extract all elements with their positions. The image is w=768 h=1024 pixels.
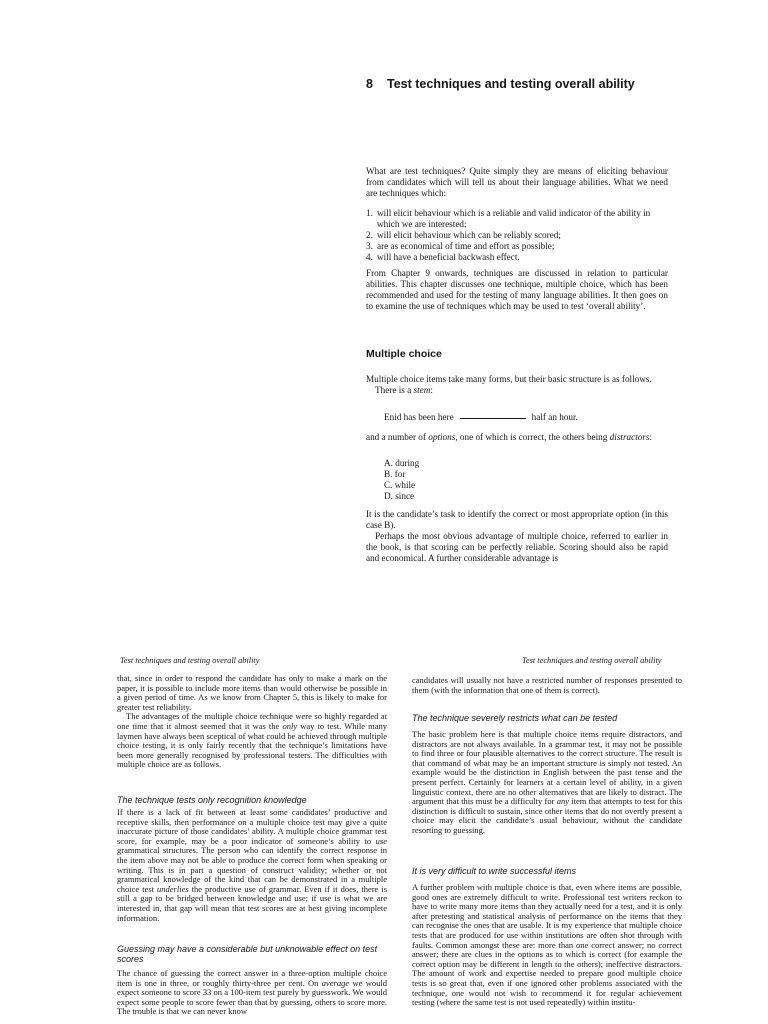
heading-recognition-knowledge: The technique tests only recognition knowledge: [117, 795, 307, 805]
recognition-paragraph: If there is a lack of fit between at least some candidates’ productive and receptive skills, then performance on a multiple choice test may give a quite inaccurate picture of those candidates’ ability. A multiple choice grammar test score, for example, may be a poor indicator of someone’s ability to use grammatical structures. The person who can identify the correct response in the item above may not be able to produce the correct form when speaking or writing. This is in part a question of construct validity; whether or not grammatical knowledge of the kind that can be demonstrated in a multiple choice test underlies the productive use of grammar. Even if it does, there is still a gap to be bridged between knowledge and use; if use is what we are interested in, that gap will mean that test scores are at best giving incomplete information.: [117, 807, 387, 923]
list-item: 1. will elicit behaviour which is a reliable and valid indicator of the ability in which we are interested;: [366, 208, 651, 229]
example-options: [384, 458, 419, 502]
option-item: A. during: [384, 458, 420, 468]
option-item: B. for: [384, 469, 406, 479]
mc-structure-paragraph: Multiple choice items take many forms, but their basic structure is as follows. There is a stem:: [366, 374, 652, 395]
heading-guessing: Guessing may have a considerable but unknowable effect on test scores: [117, 944, 378, 964]
advantage-paragraph: It is the candidate’s task to identify the correct or most appropriate option (in this case B). Perhaps the most obvious advantage of multiple choice, referred to earlier in the book, is that scoring can be perfectly reliable. Scoring should also be rapid and economical. A further considerable advantage is: [366, 509, 668, 563]
left-column-opening: that, since in order to respond the candidate has only to make a mark on the paper, it is possible to include more items than would otherwise be possible in a given period of time. As we know from Chapter 5, this is likely to make for greater test reliability. The advantages of the multiple choice technique were so highly regarded at one time that it almost seemed that it was the only way to test. While many laymen have always been sceptical of what could be achieved through multiple choice testing, it is only fairly recently that the technique’s limitations have been more generally recognised by professional testers. The difficulties with multiple choice are as follows.: [117, 673, 388, 770]
running-head-right: Test techniques and testing overall ability: [522, 656, 662, 665]
requirements-list: [366, 208, 668, 263]
right-column-opening: candidates will usually not have a restricted number of responses presented to them (with the information that one of them is correct).: [412, 675, 682, 695]
chapter-overview-paragraph: From Chapter 9 onwards, techniques are discussed in relation to particular abilities. This chapter discusses one technique, multiple choice, which has been recommended and used for the testing of many language abilities. It then goes on to examine the use of techniques which may be used to test ‘overall ability’.: [366, 268, 668, 311]
running-head-left: Test techniques and testing overall ability: [120, 656, 260, 665]
heading-restricts: The technique severely restricts what can be tested: [412, 713, 618, 723]
options-paragraph: and a number of options, one of which is correct, the others being distractors:: [366, 432, 653, 442]
answer-blank: [460, 418, 526, 419]
section-heading-multiple-choice: Multiple choice: [366, 348, 442, 360]
restricts-paragraph: The basic problem here is that multiple choice items require distractors, and distractors are not always available. In a grammar test, it may not be possible to find three or four plausible alternatives to the correct structure. The result is that command of what may be an important structure is simply not tested. An example would be the distinction in English between the past tense and the present perfect. Certainly for learners at a certain level of ability, in a given linguistic context, there are no other alternatives that are likely to distract. The argument that this must be a difficulty for any item that attempts to test for this distinction is difficult to sustain, since other items that do not overtly present a choice may elicit the candidate’s usual behaviour, without the candidate resorting to guessing.: [412, 729, 683, 835]
option-item: C. while: [384, 480, 416, 490]
chapter-title: Test techniques and testing overall ability: [387, 77, 635, 91]
stem-term: stem: [413, 385, 431, 395]
list-item: 2. will elicit behaviour which can be reliably scored;: [366, 230, 561, 240]
guessing-paragraph: The chance of guessing the correct answer in a three-option multiple choice item is one in three, or roughly thirty-three per cent. On average we would expect someone to score 33 on a 100-item test purely by guesswork. We would expect some people to score fewer than that by guessing, others to score more. The trouble is that we can never know: [117, 968, 387, 1017]
heading-difficult-items: It is very difficult to write successful items: [412, 866, 577, 876]
difficult-items-paragraph: A further problem with multiple choice is that, even where items are possible, good ones are extremely difficult to write. Professional test writers reckon to have to write many more items than they actually need for a test, and it is only after pretesting and statistical analysis of performance on the items that they can recognise the ones that are usable. It is my experience that multiple choice tests that are produced for use within institutions are often shot through with faults. Common amongst these are: more than one correct answer; no correct answer; there are clues in the options as to which is correct (for example the correct option may be different in length to the others); ineffective distractors. The amount of work and expertise needed to prepare good multiple choice tests is so great that, even if one ignored other problems associated with the technique, one would not wish to recommend it for regular achievement testing (where the same test is not used repeatedly) within institu-: [412, 882, 682, 1008]
example-stem: Enid has been here half an hour.: [384, 412, 578, 422]
intro-text: What are test techniques? Quite simply they are means of eliciting behaviour from candidates which will tell us about their language abilities. What we need are techniques which:: [366, 166, 668, 198]
option-item: D. since: [384, 491, 415, 501]
intro-paragraph: [366, 166, 668, 199]
chapter-number: 8: [366, 77, 373, 91]
list-item: 4. will have a beneficial backwash effect.: [366, 252, 520, 262]
list-item: 3. are as economical of time and effort as possible;: [366, 241, 555, 251]
